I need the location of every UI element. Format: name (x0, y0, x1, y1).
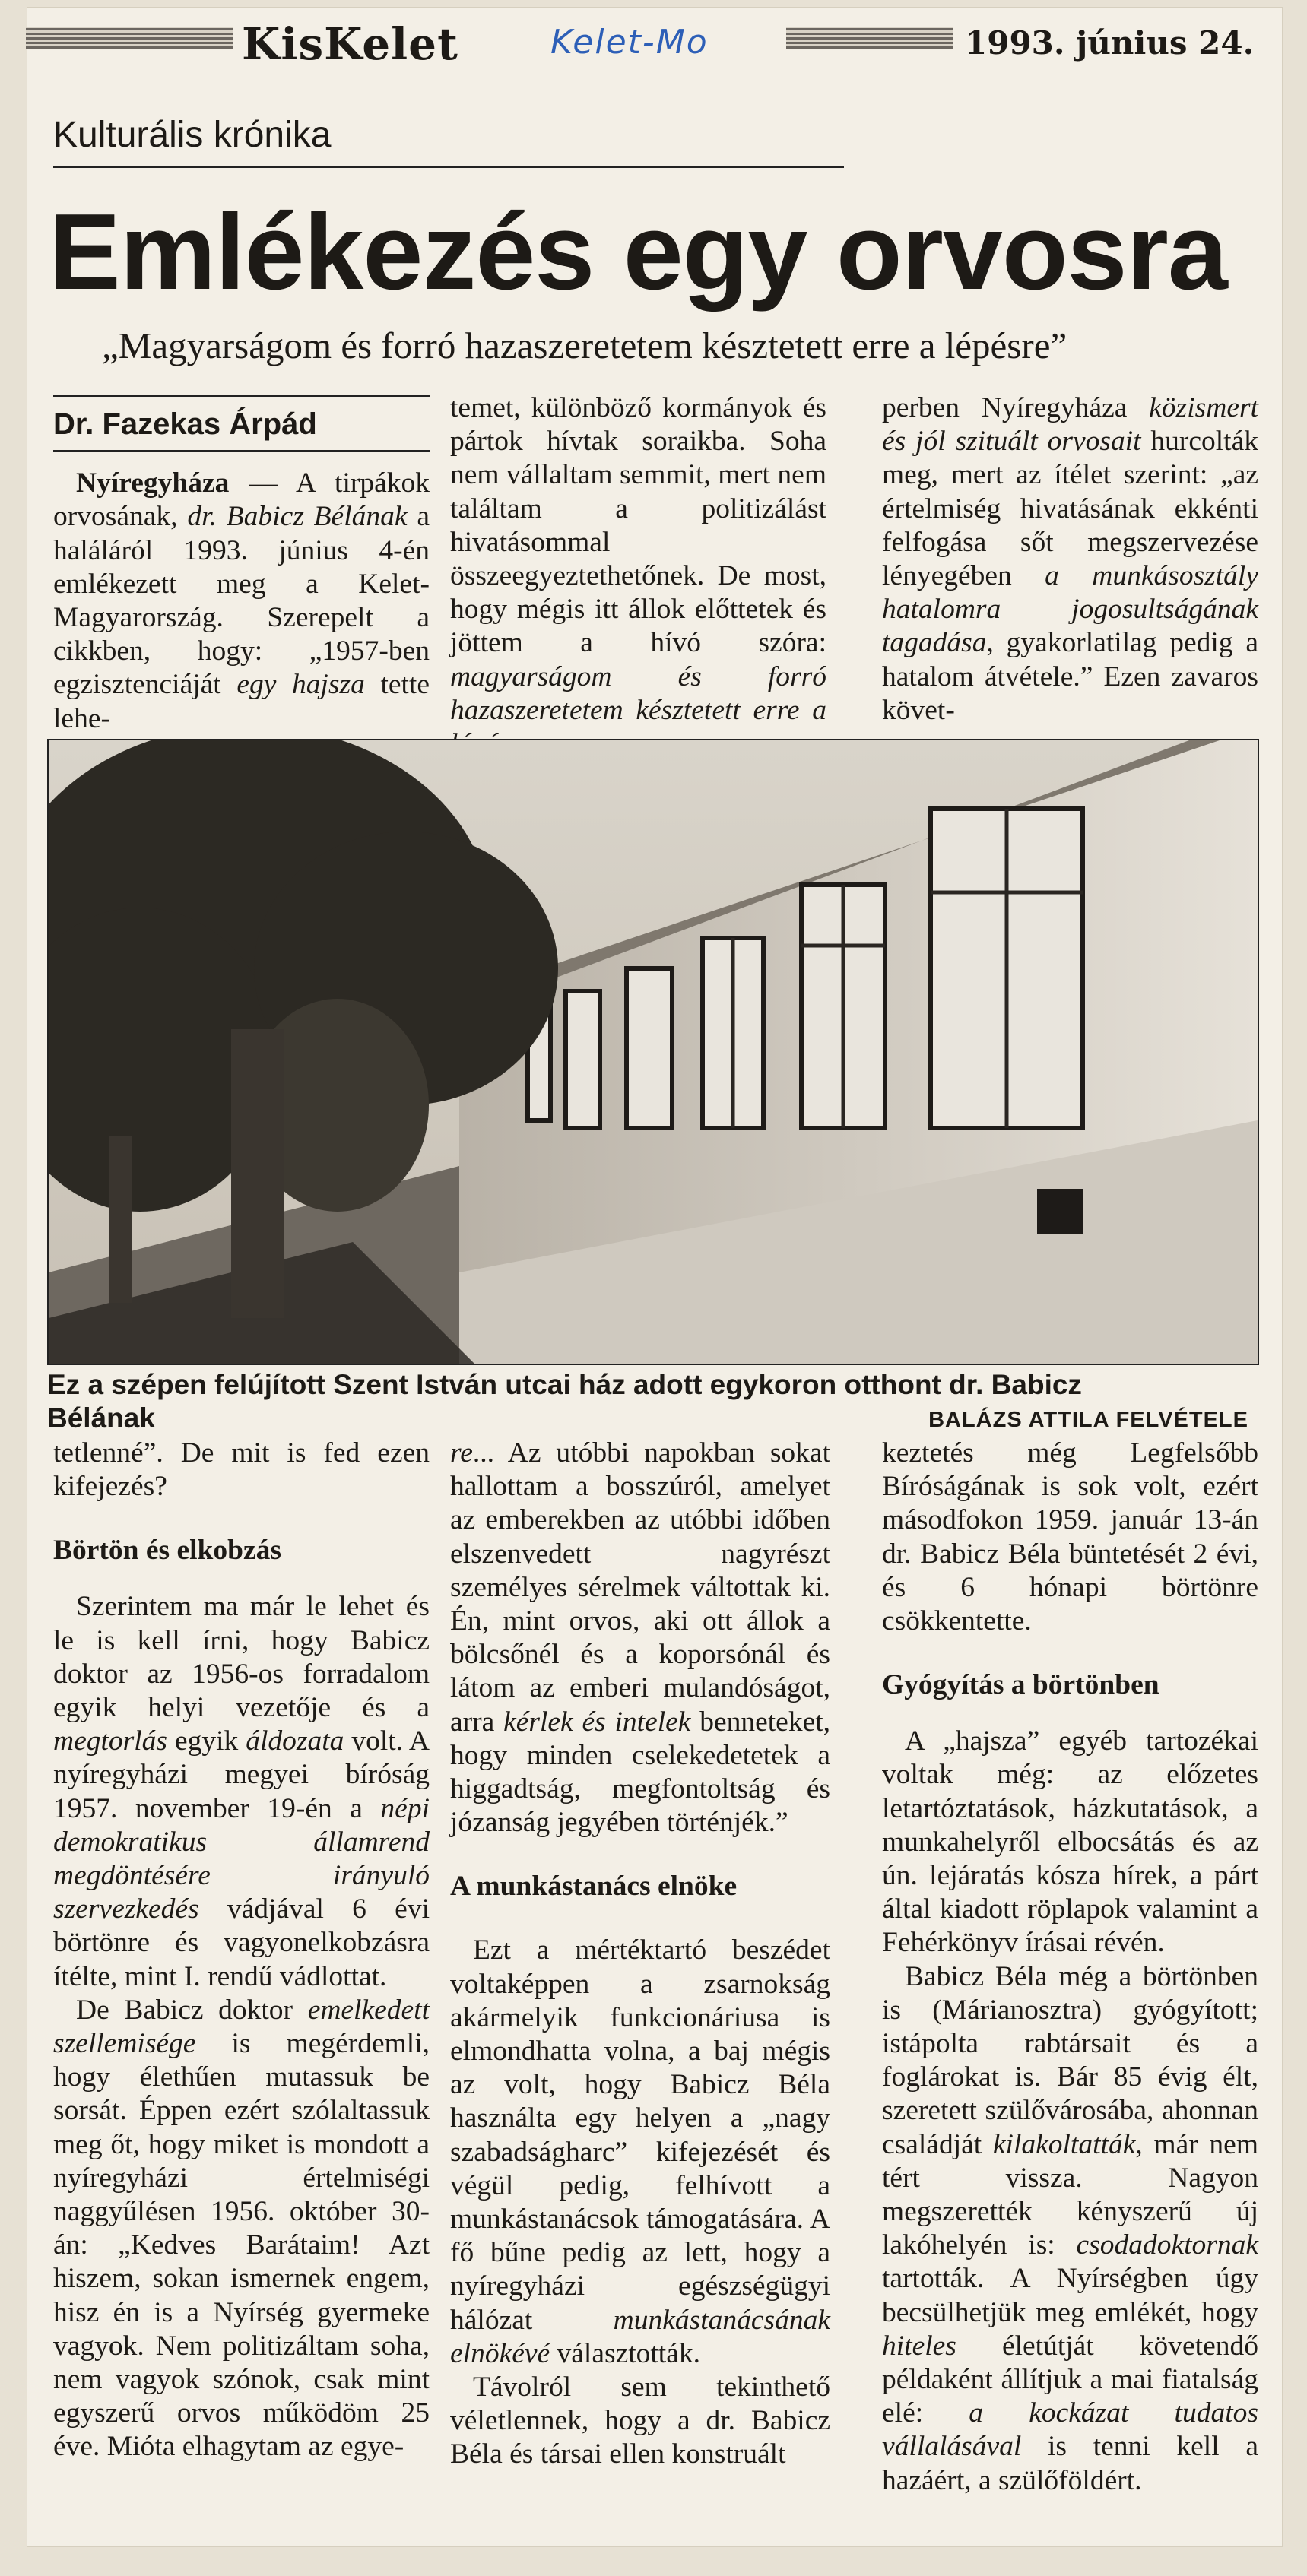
masthead-hatching-left (26, 27, 233, 49)
article-column-3-top (882, 391, 1258, 727)
masthead-hatching-right (786, 27, 953, 49)
paragraph: Ezt a mértéktartó beszédet voltaképpen a zsarnokság akármelyik funkcionáriusa is elmondhatta volna, a baj mégis az volt, hogy Babicz Béla használta egy helyen a „nagy szabadságharc” kifejezését és végül pedig, felhívott a munkástanácsok támogatására. A fő bűne pedig az lett, hogy a nyíregyházi egészségügyi hálózat munkástanácsának elnökévé választották. (450, 1934, 830, 2369)
paragraph: temet, különböző kormányok és pártok hívtak soraikba. Soha nem vállaltam semmit, mert nem találtam a politizálást hivatásommal összeegyeztethetőnek. De most, hogy mégis itt állok előttetek és jöttem a hívó szóra: magyarságom és forró hazaszeretetem késztetett erre a (450, 392, 826, 726)
paragraph: keztetés még Legfelsőbb Bíróságának is sok volt, ezért másodfokon 1959. január 13-án dr. Babicz Béla büntetését 2 évi, és 6 hónapi börtönre csökkentette. (882, 1437, 1258, 1637)
issue-date: 1993. június 24. (965, 24, 1255, 62)
section-label: Kulturális krónika (53, 115, 332, 155)
paragraph: perben Nyíregyháza közismert és jól szituált orvosait hurcolták meg, mert az ítélet szerint: „az értelmiség hivatásának ekkénti felfogása sőt megszervezése lényegében a munkásosztály hatalomra jogosultságának tagadása, gyakorlatilag pedig a hatalom átvétele.” Ezen zavaros követ- (882, 392, 1258, 726)
paragraph: re... Az utóbbi napokban sokat hallottam a bosszúról, amelyet az emberekben az utóbbi időben elszenvedett nagyrészt személyes sérelmek váltottak ki. Én, mint orvos, aki ott állok a bölcsőnél és a koporsónál és látom az emberi mulandóságot, arra kérlek és intelek benneteket, hogy minden cselekedetetek a higgadtság, megfontoltság és józanság jegyében történjék.” (450, 1437, 831, 1839)
byline: Dr. Fazekas Árpád (53, 407, 317, 441)
article-column-2-top (450, 391, 826, 761)
article-column-1-top (53, 395, 430, 736)
newspaper-name: KisKelet (242, 18, 458, 70)
paragraph: Babicz Béla még a börtönben is (Márianosztra) gyógyított; istápolta rabtársait és a foglárokat is. Bár 85 évig élt, szeretett szülővárosába, ahonnan családját kilakoltatták, már nem tért vissza. Nagyon megszerették kényszerű új lakóhelyén is: csodadoktornak tartották. A Nyírségben úgy becsülhetjük meg emlékét, hogy hiteles életútját követendő példaként állítjuk a mai fiatalság elé: a kockázat tudatos vállalásával is tenni kell a hazáért, a szülőföldért. (882, 1960, 1258, 2496)
section-heading: Gyógyítás a börtönben (882, 1669, 1159, 1701)
paragraph: tetlenné”. De mit is fed ezen kifejezés? (53, 1437, 430, 1503)
paragraph: Nyíregyháza — A tirpákok orvosának, dr. Babicz Bélának a haláláról 1993. június 4-én emlékezett meg a Kelet-Magyarország. Szerepelt a cikkben, hogy: „1957-ben egzisztenciáját egy hajsza tette lehe- (53, 467, 430, 734)
byline-rule-bottom (53, 450, 430, 452)
article-column-2-bottom (450, 1437, 830, 2472)
masthead (26, 15, 1258, 70)
photo-caption: Ez a szépen felújított Szent István utcai ház adott egykoron otthont dr. Babicz Bélának (47, 1369, 1082, 1434)
photo-caption-block (47, 1368, 1256, 1435)
byline-rule-top (53, 395, 430, 397)
photo-credit: BALÁZS ATTILA FELVÉTELE (928, 1408, 1248, 1432)
building-photo (47, 739, 1259, 1365)
section-heading: A munkástanács elnöke (450, 1871, 738, 1903)
article-column-1-bottom (53, 1437, 430, 2464)
paragraph: A „hajsza” egyéb tartozékai voltak még: az előzetes letartóztatások, házkutatások, a munkahelyről elbocsátás és az ún. lejáratás kósza hírek, a párt által kiadott röplapok valamint a Fehérkönyv írásai révén. (882, 1725, 1258, 1959)
section-heading: Börtön és elkobzás (53, 1535, 281, 1567)
handwritten-note: Kelet-Mo (550, 23, 709, 62)
article-column-3-bottom (882, 1437, 1258, 2498)
paragraph: De Babicz doktor emelkedett szellemisége is megérdemli, hogy élethűen mutassuk be sorsát. Éppen ezért szólaltassuk meg őt, hogy miket is mondott a nyíregyházi értelmiségi naggyűlésen 1956. október 30-án: „Kedves Barátaim! Azt hiszem, sokan ismernek engem, hisz én is a Nyírség gyermeke vagyok. Nem politizáltam soha, nem vagyok szónok, csak mint egyszerű orvos működöm 25 éve. Mióta elhagytam az egye- (53, 1994, 430, 2463)
section-rule (53, 166, 844, 168)
photo-street-scene (49, 740, 1258, 1364)
paragraph: Távolról sem tekinthető véletlennek, hogy a dr. Babicz Béla és társai ellen konstruált (450, 2372, 830, 2470)
headline: Emlékezés egy orvosra (49, 192, 1227, 312)
paragraph: Szerintem ma már le lehet és le is kell írni, hogy Babicz doktor az 1956-os forradalom egyik helyi vezetője és a megtorlás egyik áldozata volt. A nyíregyházi megyei bíróság 1957. november 19-én a népi demokratikus államrend megdöntésére irányuló szervezkedés vádjával 6 évi börtönre és vagyonelkobzásra ítélte, mint I. rendű vádlottat. (53, 1591, 430, 1992)
subheadline: „Magyarságom és forró hazaszeretetem késztetett erre a lépésre” (102, 325, 1067, 366)
